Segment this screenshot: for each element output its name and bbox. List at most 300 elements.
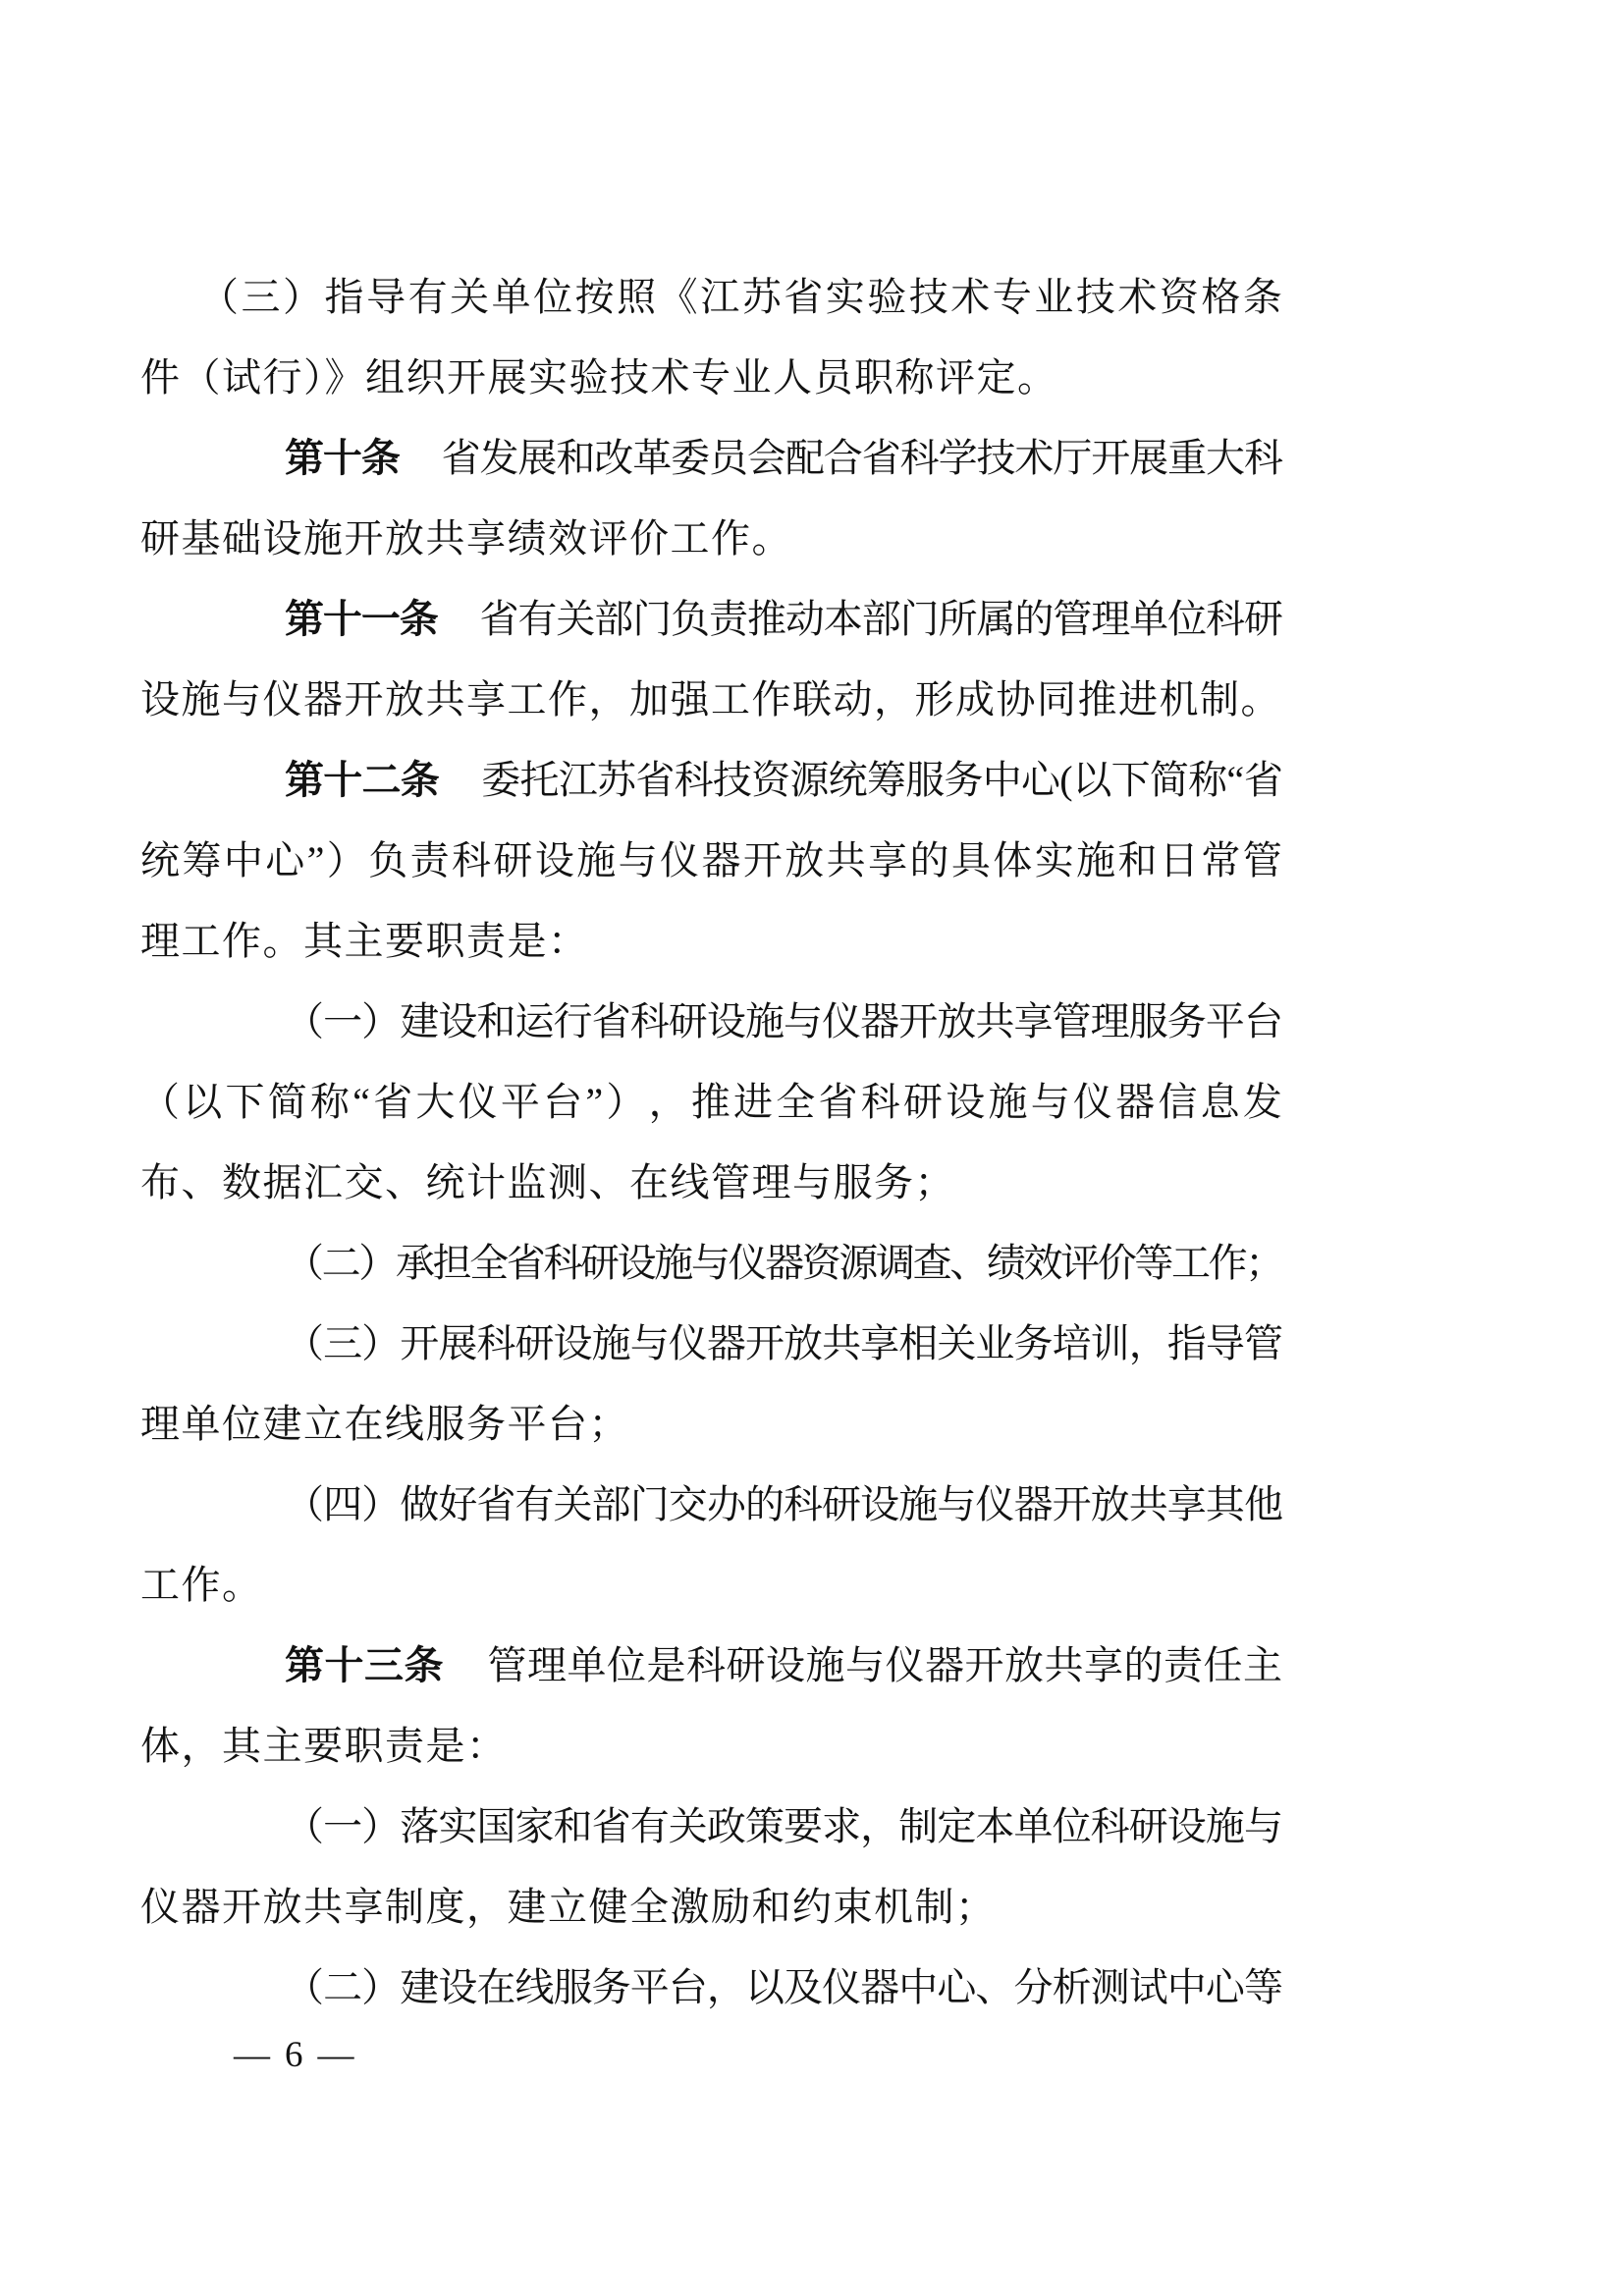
body-char: 指 bbox=[1166, 1321, 1207, 1365]
body-char: ” bbox=[585, 1080, 604, 1124]
body-char: 科 bbox=[860, 1080, 900, 1124]
body-char: 实 bbox=[1034, 838, 1074, 882]
body-char: 简 bbox=[267, 1080, 307, 1124]
body-char: 要 bbox=[784, 1804, 824, 1848]
body-char: ） bbox=[361, 1965, 402, 2009]
body-char: 绩 bbox=[986, 1241, 1026, 1285]
body-char: 仪 bbox=[668, 1321, 708, 1365]
body-char: 技 bbox=[976, 436, 1016, 480]
body-char: 中 bbox=[1166, 1965, 1207, 2009]
body-char: 器 bbox=[1115, 1080, 1156, 1124]
body-char: 中 bbox=[223, 838, 263, 882]
body-char: 与 bbox=[690, 1241, 731, 1285]
body-char: 位 bbox=[1167, 597, 1208, 641]
body-char: 技 bbox=[1075, 275, 1115, 319]
body-char: 具 bbox=[950, 838, 991, 882]
body-char: 平 bbox=[629, 1965, 670, 2009]
body-char: 落 bbox=[400, 1804, 440, 1848]
body-char: 科 bbox=[784, 1482, 824, 1526]
body-char: 共 bbox=[822, 1321, 862, 1365]
body-char: 在 bbox=[476, 1965, 516, 2009]
article-number-char: 一 bbox=[360, 598, 401, 641]
footer-dash-left: — bbox=[234, 2035, 270, 2075]
body-char: 心 bbox=[1205, 1965, 1245, 2009]
body-char: 仪 bbox=[458, 1080, 498, 1124]
body-char: 与 bbox=[784, 999, 824, 1043]
body-char: 的 bbox=[909, 838, 949, 882]
body-char: ） bbox=[361, 1804, 402, 1848]
body-char: 施 bbox=[988, 1080, 1028, 1124]
body-line bbox=[140, 1787, 1282, 1867]
body-char: 设 bbox=[946, 1080, 986, 1124]
body-char: 等 bbox=[1134, 1241, 1174, 1285]
body-line: 理单位建立在线服务平台； bbox=[140, 1402, 629, 1446]
body-char: 本 bbox=[975, 1804, 1015, 1848]
body-char: 责 bbox=[1164, 1643, 1203, 1687]
body-char: 价 bbox=[1097, 1241, 1137, 1285]
body-char: 责 bbox=[409, 838, 450, 882]
body-char: 本 bbox=[823, 597, 863, 641]
body-char: 部 bbox=[594, 597, 634, 641]
body-char: 门 bbox=[629, 1482, 670, 1526]
body-char: 务 bbox=[944, 758, 984, 802]
body-char: 研 bbox=[668, 999, 708, 1043]
body-char: 科 bbox=[543, 1241, 583, 1285]
body-char: 江 bbox=[558, 758, 598, 802]
body-char: 常 bbox=[1201, 838, 1241, 882]
body-char: 服 bbox=[905, 758, 946, 802]
body-char: 是 bbox=[646, 1643, 686, 1687]
body-char: 担 bbox=[432, 1241, 472, 1285]
body-char: 筹 bbox=[866, 758, 906, 802]
body-char: 和 bbox=[556, 436, 596, 480]
body-char: 台 bbox=[668, 1965, 708, 2009]
body-char: 管 bbox=[1243, 1321, 1283, 1365]
body-char: 息 bbox=[1200, 1080, 1240, 1124]
body-char: 单 bbox=[1129, 597, 1169, 641]
body-char: 器 bbox=[706, 1321, 746, 1365]
body-char: “ bbox=[1226, 758, 1245, 802]
body-char: 简 bbox=[1149, 758, 1189, 802]
body-char: 属 bbox=[976, 597, 1016, 641]
body-char: 开 bbox=[744, 1321, 785, 1365]
body-line: 设施与仪器开放共享工作，加强工作联动，形成协同推进机制。 bbox=[140, 677, 1281, 721]
body-char: 配 bbox=[785, 436, 825, 480]
body-char: 放 bbox=[1004, 1643, 1044, 1687]
body-char: 享 bbox=[868, 838, 908, 882]
body-char: 做 bbox=[400, 1482, 440, 1526]
body-char: 试 bbox=[1128, 1965, 1168, 2009]
body-char: 负 bbox=[368, 838, 408, 882]
body-char: 施 bbox=[805, 1643, 845, 1687]
article-number-char: 二 bbox=[361, 759, 402, 802]
article-number-char: 第 bbox=[285, 1644, 324, 1687]
body-char: 设 bbox=[706, 999, 746, 1043]
body-char: 器 bbox=[860, 1965, 900, 2009]
body-char: 专 bbox=[992, 275, 1032, 319]
body-char: 台 bbox=[1243, 999, 1283, 1043]
body-char: 省 bbox=[441, 436, 481, 480]
body-char: 作 bbox=[1208, 1241, 1248, 1285]
body-char: 技 bbox=[712, 758, 752, 802]
body-char: 大 bbox=[1206, 436, 1246, 480]
body-char: 设 bbox=[553, 1321, 593, 1365]
body-line bbox=[140, 1062, 1282, 1143]
body-char: 测 bbox=[1090, 1965, 1130, 2009]
body-line bbox=[140, 982, 1282, 1062]
body-char: 施 bbox=[744, 999, 785, 1043]
body-char: 中 bbox=[898, 1965, 939, 2009]
body-line bbox=[140, 821, 1282, 901]
body-char: 仪 bbox=[822, 1965, 862, 2009]
body-char: 科 bbox=[1090, 1804, 1130, 1848]
body-char: 管 bbox=[1242, 838, 1282, 882]
article-number-char: 十 bbox=[323, 759, 363, 802]
article-heading-line bbox=[140, 1626, 1282, 1706]
body-char: 指 bbox=[324, 275, 364, 319]
body-char: 理 bbox=[1090, 999, 1130, 1043]
body-char: 与 bbox=[1243, 1804, 1283, 1848]
body-char: 三 bbox=[323, 1321, 363, 1365]
body-char: 学 bbox=[938, 436, 978, 480]
body-char: 发 bbox=[479, 436, 519, 480]
body-char: 合 bbox=[823, 436, 863, 480]
body-char: 理 bbox=[1091, 597, 1131, 641]
body-char: 理 bbox=[527, 1643, 567, 1687]
body-char: 省 bbox=[818, 1080, 858, 1124]
body-line: 布、数据汇交、统计监测、在线管理与服务； bbox=[140, 1160, 955, 1204]
body-char: 称 bbox=[309, 1080, 350, 1124]
body-char: 承 bbox=[395, 1241, 435, 1285]
body-char: 任 bbox=[1203, 1643, 1243, 1687]
body-char: 体 bbox=[993, 838, 1033, 882]
body-char: 放 bbox=[785, 838, 825, 882]
body-char: 务 bbox=[1166, 999, 1207, 1043]
body-char: ） bbox=[358, 1241, 399, 1285]
body-char: ； bbox=[1245, 1241, 1285, 1285]
body-char: 工 bbox=[1171, 1241, 1211, 1285]
body-char: 器 bbox=[925, 1643, 964, 1687]
body-char: 定 bbox=[937, 1804, 977, 1848]
body-char: 研 bbox=[1243, 597, 1283, 641]
body-char: 共 bbox=[826, 838, 866, 882]
body-char: 与 bbox=[629, 1321, 670, 1365]
body-char: 科 bbox=[452, 838, 492, 882]
body-char: 江 bbox=[700, 275, 740, 319]
body-char: 改 bbox=[594, 436, 634, 480]
body-char: 全 bbox=[776, 1080, 816, 1124]
body-char: 术 bbox=[1014, 436, 1055, 480]
body-char: 研 bbox=[822, 1482, 862, 1526]
body-char: 施 bbox=[591, 1321, 631, 1365]
body-char: 单 bbox=[567, 1643, 607, 1687]
article-heading-line bbox=[140, 740, 1282, 821]
body-char: 器 bbox=[1013, 1482, 1054, 1526]
body-char: 他 bbox=[1243, 1482, 1283, 1526]
body-char: 有 bbox=[629, 1804, 670, 1848]
body-char: 革 bbox=[632, 436, 673, 480]
body-char: 省 bbox=[784, 275, 824, 319]
body-char: 效 bbox=[1023, 1241, 1063, 1285]
body-char: 负 bbox=[671, 597, 711, 641]
body-char: 日 bbox=[1159, 838, 1199, 882]
body-char: 析 bbox=[1052, 1965, 1092, 2009]
body-char: 及 bbox=[784, 1965, 824, 2009]
body-char: 二 bbox=[321, 1241, 361, 1285]
body-char: 关 bbox=[937, 1321, 977, 1365]
body-char: 器 bbox=[701, 838, 741, 882]
body-char: 会 bbox=[746, 436, 786, 480]
body-char: 展 bbox=[517, 436, 558, 480]
body-char: ） bbox=[361, 999, 402, 1043]
page-footer bbox=[234, 2034, 354, 2077]
body-char: 建 bbox=[400, 1965, 440, 2009]
body-char: 设 bbox=[534, 838, 574, 882]
body-char: 查 bbox=[912, 1241, 952, 1285]
article-number-char: 十 bbox=[324, 1644, 364, 1687]
body-char: 推 bbox=[746, 597, 786, 641]
body-char: 放 bbox=[937, 999, 977, 1043]
body-char: ） bbox=[361, 1482, 402, 1526]
article-number-char: 条 bbox=[404, 1644, 444, 1687]
body-char: 资 bbox=[801, 1241, 841, 1285]
body-char: 科 bbox=[476, 1321, 516, 1365]
body-char: 员 bbox=[709, 436, 749, 480]
body-char: 和 bbox=[1117, 838, 1158, 882]
body-char: 管 bbox=[487, 1643, 527, 1687]
body-char: 器 bbox=[860, 999, 900, 1043]
body-char: 有 bbox=[517, 597, 558, 641]
body-char: 展 bbox=[1129, 436, 1169, 480]
body-char: 和 bbox=[553, 1804, 593, 1848]
body-char: 的 bbox=[744, 1482, 785, 1526]
body-char: ” bbox=[306, 838, 325, 882]
body-char: 科 bbox=[899, 436, 940, 480]
body-char: 平 bbox=[500, 1080, 540, 1124]
body-char: （ bbox=[285, 1321, 324, 1365]
body-char: 施 bbox=[898, 1482, 939, 1526]
body-line bbox=[140, 1223, 1285, 1304]
body-char: 资 bbox=[751, 758, 791, 802]
body-char: 按 bbox=[574, 275, 615, 319]
body-char: 策 bbox=[744, 1804, 785, 1848]
body-char: 共 bbox=[1128, 1482, 1168, 1526]
body-char: 《 bbox=[658, 275, 698, 319]
body-char: 研 bbox=[514, 1321, 555, 1365]
body-char: 关 bbox=[450, 275, 490, 319]
body-char: 求 bbox=[822, 1804, 862, 1848]
body-char: 中 bbox=[982, 758, 1022, 802]
body-char: 相 bbox=[898, 1321, 939, 1365]
body-char: 位 bbox=[1052, 1804, 1092, 1848]
body-char: 享 bbox=[1166, 1482, 1207, 1526]
body-char: 科 bbox=[674, 758, 714, 802]
body-char: 器 bbox=[765, 1241, 805, 1285]
body-char: 重 bbox=[1167, 436, 1208, 480]
body-char: 源 bbox=[789, 758, 830, 802]
body-char: 导 bbox=[366, 275, 406, 319]
body-char: 以 bbox=[1072, 758, 1112, 802]
body-char: 办 bbox=[706, 1482, 746, 1526]
body-char: 心 bbox=[1020, 758, 1060, 802]
body-char: 务 bbox=[591, 1965, 631, 2009]
body-char: 行 bbox=[553, 999, 593, 1043]
body-char: 研 bbox=[493, 838, 533, 882]
body-char: 平 bbox=[1205, 999, 1245, 1043]
body-char: （ bbox=[199, 275, 239, 319]
body-char: （ bbox=[285, 1482, 324, 1526]
body-char: 好 bbox=[438, 1482, 478, 1526]
body-char: 服 bbox=[1128, 999, 1168, 1043]
body-char: 关 bbox=[553, 1482, 593, 1526]
body-char: 资 bbox=[1159, 275, 1199, 319]
body-char: 共 bbox=[975, 999, 1015, 1043]
article-number-char: 十 bbox=[322, 598, 362, 641]
body-char: 管 bbox=[1052, 999, 1092, 1043]
body-char: 开 bbox=[400, 1321, 440, 1365]
body-char: 导 bbox=[1205, 1321, 1245, 1365]
body-char: （ bbox=[140, 1080, 180, 1124]
body-char: ） bbox=[606, 1080, 646, 1124]
body-char: 门 bbox=[899, 597, 940, 641]
document-body-text bbox=[140, 257, 1285, 2028]
body-char: 下 bbox=[225, 1080, 265, 1124]
body-char: 进 bbox=[733, 1080, 774, 1124]
article-number-char: 第 bbox=[285, 437, 324, 480]
body-char: 省 bbox=[476, 1482, 516, 1526]
body-char: 省 bbox=[373, 1080, 413, 1124]
body-char: 开 bbox=[742, 838, 783, 882]
body-char: 开 bbox=[1091, 436, 1131, 480]
body-char: 位 bbox=[607, 1643, 646, 1687]
body-char: 苏 bbox=[597, 758, 637, 802]
body-char: 制 bbox=[898, 1804, 939, 1848]
body-char: 交 bbox=[668, 1482, 708, 1526]
body-line: 研基础设施开放共享绩效评价工作。 bbox=[140, 516, 792, 561]
body-char: 关 bbox=[668, 1804, 708, 1848]
body-char: 术 bbox=[1117, 275, 1158, 319]
body-char: ） bbox=[361, 1321, 402, 1365]
body-char: 统 bbox=[140, 838, 180, 882]
body-char: 源 bbox=[839, 1241, 879, 1285]
body-char: 厅 bbox=[1053, 436, 1093, 480]
body-char: 省 bbox=[506, 1241, 546, 1285]
body-char: 心 bbox=[937, 1965, 977, 2009]
body-char: 开 bbox=[1052, 1482, 1092, 1526]
body-char: 科 bbox=[629, 999, 670, 1043]
body-char: 仪 bbox=[1072, 1080, 1112, 1124]
body-char: 建 bbox=[400, 999, 440, 1043]
body-char: ( bbox=[1059, 758, 1073, 802]
body-char: 责 bbox=[709, 597, 749, 641]
body-char: 设 bbox=[766, 1643, 805, 1687]
body-char: 展 bbox=[438, 1321, 478, 1365]
body-char: 位 bbox=[533, 275, 573, 319]
body-char: （ bbox=[285, 1241, 324, 1285]
body-line bbox=[140, 1304, 1282, 1384]
body-char: 一 bbox=[323, 1804, 363, 1848]
body-char: 称 bbox=[1188, 758, 1228, 802]
body-char: 以 bbox=[183, 1080, 223, 1124]
body-char: 统 bbox=[828, 758, 868, 802]
body-char: 有 bbox=[407, 275, 448, 319]
page-number: 6 bbox=[285, 2035, 303, 2075]
body-char: 信 bbox=[1158, 1080, 1198, 1124]
body-char: 三 bbox=[241, 275, 281, 319]
body-char: 研 bbox=[902, 1080, 943, 1124]
body-char: 省 bbox=[635, 758, 676, 802]
body-char: 实 bbox=[825, 275, 865, 319]
body-char: 单 bbox=[1013, 1804, 1054, 1848]
footer-dash-right: — bbox=[317, 2035, 354, 2075]
body-char: 仪 bbox=[975, 1482, 1015, 1526]
body-char: 的 bbox=[1123, 1643, 1164, 1687]
body-char: 设 bbox=[617, 1241, 657, 1285]
body-char: 研 bbox=[580, 1241, 620, 1285]
body-char: 发 bbox=[1242, 1080, 1282, 1124]
body-char: 、 bbox=[949, 1241, 990, 1285]
body-char: 仪 bbox=[728, 1241, 768, 1285]
body-char: 其 bbox=[1205, 1482, 1245, 1526]
body-char: 心 bbox=[265, 838, 305, 882]
body-char: 设 bbox=[860, 1482, 900, 1526]
body-char: 下 bbox=[1110, 758, 1151, 802]
body-char: 施 bbox=[576, 838, 617, 882]
body-char: 享 bbox=[860, 1321, 900, 1365]
body-char: 仪 bbox=[660, 838, 700, 882]
body-char: 一 bbox=[323, 999, 363, 1043]
body-char: 政 bbox=[706, 1804, 746, 1848]
article-number-char: 条 bbox=[360, 437, 401, 480]
body-char: 分 bbox=[1013, 1965, 1054, 2009]
body-char: 有 bbox=[514, 1482, 555, 1526]
article-number-char: 条 bbox=[399, 598, 439, 641]
body-char: 筹 bbox=[182, 838, 222, 882]
body-char: 设 bbox=[438, 1965, 478, 2009]
body-char: ， bbox=[706, 1965, 746, 2009]
body-char: 家 bbox=[514, 1804, 555, 1848]
body-char: 部 bbox=[591, 1482, 631, 1526]
body-char: 施 bbox=[1076, 838, 1116, 882]
body-char: 省 bbox=[1243, 758, 1283, 802]
body-char: 大 bbox=[415, 1080, 456, 1124]
body-char: 等 bbox=[1243, 1965, 1283, 2009]
article-number-char: 第 bbox=[285, 598, 324, 641]
body-char: 苏 bbox=[741, 275, 782, 319]
body-char: 以 bbox=[744, 1965, 785, 2009]
body-char: 开 bbox=[964, 1643, 1004, 1687]
body-char: 业 bbox=[1034, 275, 1074, 319]
body-char: 全 bbox=[469, 1241, 510, 1285]
body-char: ） bbox=[283, 275, 323, 319]
article-number-char: 第 bbox=[285, 759, 324, 802]
body-char: 技 bbox=[908, 275, 948, 319]
body-line: 体，其主要职责是： bbox=[140, 1724, 508, 1768]
body-char: 托 bbox=[519, 758, 560, 802]
body-char: 研 bbox=[1128, 1804, 1168, 1848]
body-char: 动 bbox=[785, 597, 825, 641]
body-char: 的 bbox=[1014, 597, 1055, 641]
body-char: 省 bbox=[591, 1804, 631, 1848]
body-char: 二 bbox=[323, 1965, 363, 2009]
body-char: 、 bbox=[975, 1965, 1015, 2009]
article-heading-line bbox=[140, 579, 1282, 660]
body-char: 仪 bbox=[885, 1643, 925, 1687]
body-line bbox=[140, 1465, 1282, 1545]
body-char: 务 bbox=[1013, 1321, 1054, 1365]
body-char: 与 bbox=[937, 1482, 977, 1526]
body-char: 国 bbox=[476, 1804, 516, 1848]
